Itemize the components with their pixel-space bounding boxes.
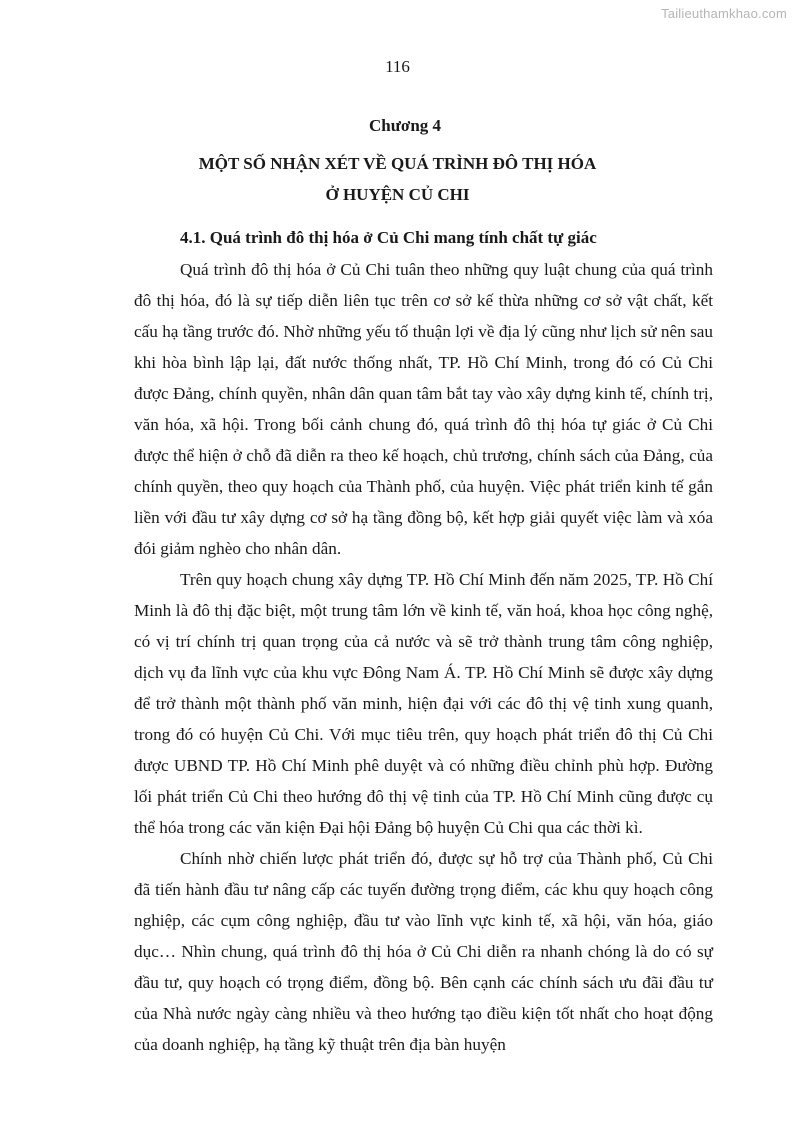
chapter-title-line-1: MỘT SỐ NHẬN XÉT VỀ QUÁ TRÌNH ĐÔ THỊ HÓA [198,154,597,173]
paragraph: Chính nhờ chiến lược phát triển đó, được sự hỗ trợ của Thành phố, Củ Chi đã tiến hành đầu tư nâng cấp các tuyến đường trọng điểm, các khu quy hoạch công nghiệp, các cụm công nghiệp, đầu tư vào lĩnh vực kinh tế, xã hội, văn hóa, giáo dục… Nhìn chung, quá trình đô thị hóa ở Củ Chi diễn ra nhanh chóng là do có sự đầu tư, quy hoạch có trọng điểm, đồng bộ. Bên cạnh các chính sách ưu đãi đầu tư của Nhà nước ngày càng nhiều và theo hướng tạo điều kiện tốt nhất cho hoạt động của doanh nghiệp, hạ tầng kỹ thuật trên địa bàn huyện [134,849,713,1054]
chapter-label: Chương 4 [368,116,442,135]
page-number: 116 [385,57,410,76]
chapter-title [0,148,795,210]
watermark: Tailieuthamkhao.com [661,6,787,21]
body-text [134,254,713,1060]
paragraph: Trên quy hoạch chung xây dựng TP. Hồ Chí Minh đến năm 2025, TP. Hồ Chí Minh là đô thị đặc biệt, một trung tâm lớn về kinh tế, văn hoá, khoa học công nghệ, có vị trí chính trị quan trọng của cả nước và sẽ trở thành trung tâm công nghiệp, dịch vụ đa lĩnh vực của khu vực Đông Nam Á. TP. Hồ Chí Minh sẽ được xây dựng để trở thành một thành phố văn minh, hiện đại với các đô thị vệ tinh xung quanh, trong đó có huyện Củ Chi. Với mục tiêu trên, quy hoạch phát triển đô thị Củ Chi được UBND TP. Hồ Chí Minh phê duyệt và có những điều chỉnh phù hợp. Đường lối phát triển Củ Chi theo hướng đô thị vệ tinh của TP. Hồ Chí Minh cũng được cụ thể hóa trong các văn kiện Đại hội Đảng bộ huyện Củ Chi qua các thời kì. [134,570,713,837]
section-heading: 4.1. Quá trình đô thị hóa ở Củ Chi mang tính chất tự giác [180,228,597,247]
chapter-title-line-2: Ở HUYỆN CỦ CHI [325,185,470,204]
paragraph: Quá trình đô thị hóa ở Củ Chi tuân theo những quy luật chung của quá trình đô thị hóa, đó là sự tiếp diễn liên tục trên cơ sở kế thừa những cơ sở vật chất, kết cấu hạ tầng trước đó. Nhờ những yếu tố thuận lợi về địa lý cũng như lịch sử nên sau khi hòa bình lập lại, đất nước thống nhất, TP. Hồ Chí Minh, trong đó có Củ Chi được Đảng, chính quyền, nhân dân quan tâm bắt tay vào xây dựng kinh tế, chính trị, văn hóa, xã hội. Trong bối cảnh chung đó, quá trình đô thị hóa tự giác ở Củ Chi được thể hiện ở chỗ đã diễn ra theo kế hoạch, chủ trương, chính sách của Đảng, của chính quyền, theo quy hoạch của Thành phố, của huyện. Việc phát triển kinh tế gắn liền với đầu tư xây dựng cơ sở hạ tầng đồng bộ, kết hợp giải quyết việc làm và xóa đói giảm nghèo cho nhân dân. [134,260,713,558]
